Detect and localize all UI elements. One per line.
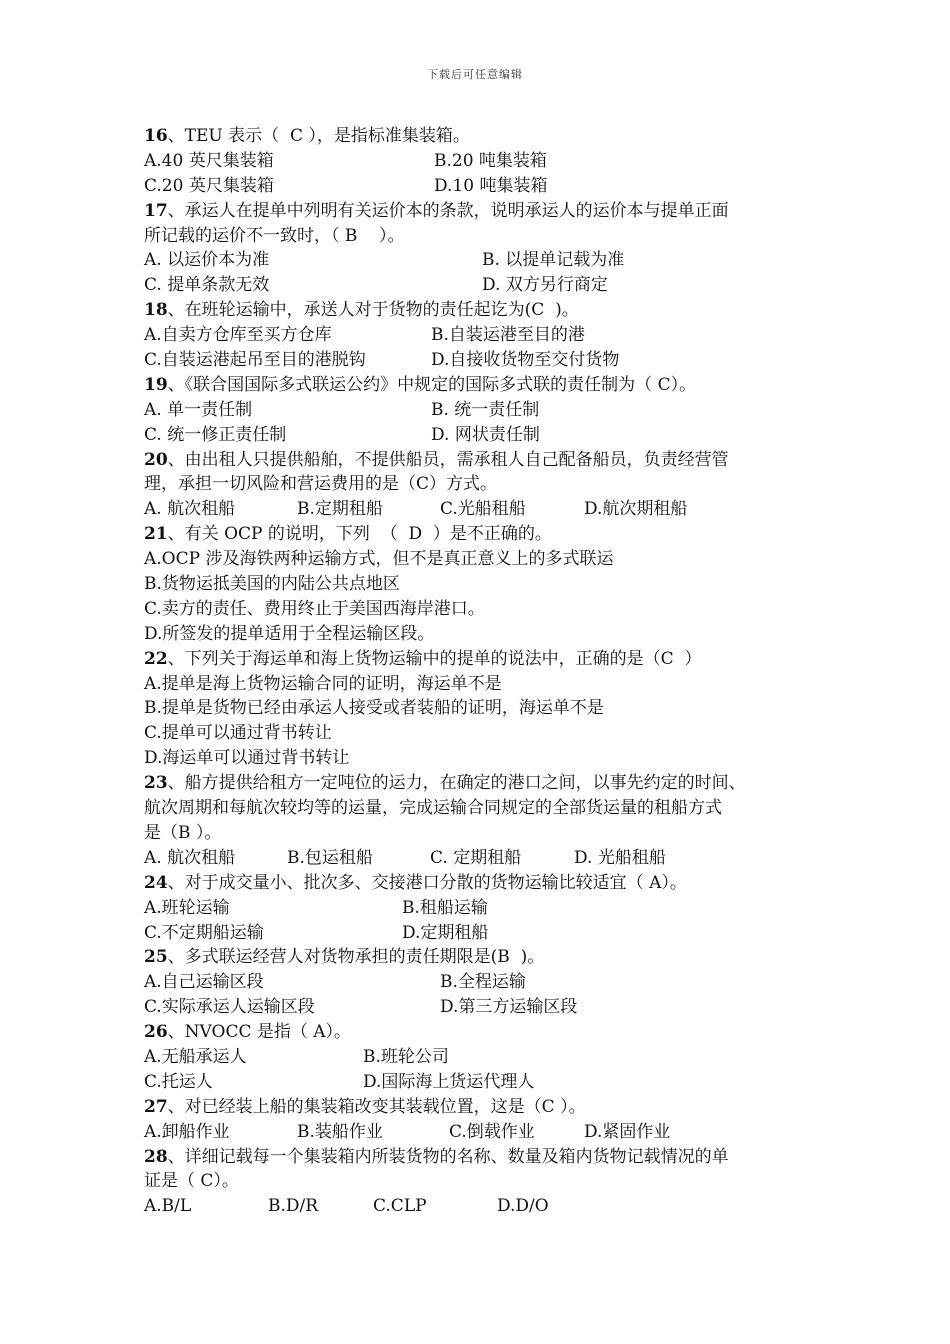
answer-option: C.自装运港起吊至目的港脱钩 — [144, 350, 366, 371]
page-header: 下载后可任意编辑 — [427, 68, 523, 81]
question-text: 、承运人在提单中列明有关运价本的条款，说明承运人的运价本与提单正面 — [167, 200, 729, 221]
question-text: 、多式联运经营人对货物承担的责任期限是(B )。 — [167, 947, 545, 968]
answer-option: B.定期租船 — [297, 499, 383, 520]
answer-option: B.装船作业 — [297, 1121, 383, 1142]
question-text: 、对已经装上船的集装箱改变其装载位置，这是（C ）。 — [167, 1096, 586, 1117]
option-row — [144, 970, 824, 995]
answer-option: B. 统一责任制 — [431, 399, 540, 420]
option-row — [144, 547, 824, 572]
answer-option: A.班轮运输 — [144, 897, 230, 918]
question-stem: 理，承担一切风险和营运费用的是（C）方式。 — [144, 474, 498, 495]
question-number: 16 — [144, 126, 168, 146]
answer-option: C.20 英尺集装箱 — [144, 175, 274, 196]
question-number: 25 — [144, 947, 168, 968]
answer-option: A.40 英尺集装箱 — [144, 150, 274, 171]
question-text: 、NVOCC 是指（ A）。 — [167, 1022, 352, 1043]
question-number: 21 — [144, 524, 168, 545]
question-number: 22 — [144, 648, 168, 669]
answer-option: D.自接收货物至交付货物 — [431, 350, 620, 371]
question-stem — [144, 199, 824, 224]
answer-option: A.提单是海上货物运输合同的证明，海运单不是 — [144, 673, 502, 694]
question-stem: 是（B ）。 — [144, 822, 222, 843]
question-stem — [144, 1095, 824, 1120]
answer-option: C.实际承运人运输区段 — [144, 997, 315, 1018]
answer-option: C.光船租船 — [440, 499, 526, 520]
question-stem — [144, 1020, 824, 1045]
question-number: 17 — [144, 200, 168, 221]
option-row — [144, 273, 824, 298]
question-stem — [144, 1145, 824, 1170]
question-number: 20 — [144, 449, 168, 470]
question-number: 28 — [144, 1146, 168, 1167]
answer-option: D.海运单可以通过背书转让 — [144, 748, 350, 769]
answer-option: B. 以提单记载为准 — [482, 250, 625, 271]
question-stem: 所记载的运价不一致时，（ B ）。 — [144, 225, 405, 246]
answer-option: B.D/R — [268, 1196, 319, 1217]
answer-option: C. 定期租船 — [430, 847, 522, 868]
answer-option: B.提单是货物已经由承运人接受或者装船的证明，海运单不是 — [144, 698, 604, 719]
answer-option: A.自己运输区段 — [144, 972, 264, 993]
question-number: 24 — [144, 872, 168, 893]
answer-option: D.定期租船 — [402, 922, 489, 943]
option-row — [144, 423, 824, 448]
answer-option: D.第三方运输区段 — [440, 997, 578, 1018]
answer-option: C.卖方的责任、费用终止于美国西海岸港口。 — [144, 598, 485, 619]
option-row — [144, 348, 824, 373]
question-number: 19 — [144, 374, 168, 395]
question-text: 、TEU 表示（ C ），是指标准集装箱。 — [167, 126, 470, 146]
answer-option: C.托运人 — [144, 1071, 213, 1092]
answer-option: C.提单可以通过背书转让 — [144, 723, 332, 744]
option-row — [144, 896, 824, 921]
question-list — [144, 124, 824, 1219]
question-stem — [144, 647, 824, 672]
question-text: 、下列关于海运单和海上货物运输中的提单的说法中，正确的是（C ） — [167, 648, 702, 669]
question-stem — [144, 871, 824, 896]
option-row — [144, 995, 824, 1020]
answer-option: C.不定期船运输 — [144, 922, 264, 943]
answer-option: C.倒载作业 — [449, 1121, 535, 1142]
option-row — [144, 746, 824, 771]
option-row — [144, 622, 824, 647]
option-row — [144, 1194, 824, 1219]
answer-option: D. 双方另行商定 — [482, 275, 608, 296]
answer-option: D.所签发的提单适用于全程运输区段。 — [144, 623, 435, 644]
question-stem — [144, 945, 824, 970]
option-row — [144, 597, 824, 622]
question-stem — [144, 448, 824, 473]
answer-option: B.货物运抵美国的内陆公共点地区 — [144, 574, 400, 595]
answer-option: B.自装运港至目的港 — [431, 325, 585, 346]
option-row — [144, 572, 824, 597]
option-row — [144, 323, 824, 348]
option-row — [144, 721, 824, 746]
question-text: 、在班轮运输中，承送人对于货物的责任起讫为(C )。 — [167, 300, 579, 321]
answer-option: D. 网状责任制 — [431, 424, 540, 445]
option-row — [144, 398, 824, 423]
question-stem — [144, 373, 824, 398]
answer-option: C.CLP — [373, 1196, 427, 1217]
answer-option: A.卸船作业 — [144, 1121, 230, 1142]
answer-option: B.20 吨集装箱 — [434, 150, 547, 171]
answer-option: D.航次期租船 — [584, 499, 688, 520]
answer-option: D.紧固作业 — [584, 1121, 671, 1142]
question-stem — [144, 298, 824, 323]
answer-option: A. 航次租船 — [144, 499, 236, 520]
option-row — [144, 696, 824, 721]
answer-option: B.全程运输 — [440, 972, 526, 993]
answer-option: A. 航次租船 — [144, 847, 236, 868]
question-stem — [144, 124, 824, 149]
question-stem: 证是（ C）。 — [144, 1171, 239, 1192]
option-row — [144, 248, 824, 273]
option-row — [144, 672, 824, 697]
question-number: 26 — [144, 1022, 168, 1043]
answer-option: B.包运租船 — [287, 847, 373, 868]
question-text: 、有关 OCP 的说明，下列 （ D ）是不正确的。 — [167, 524, 552, 545]
question-stem — [144, 771, 824, 796]
question-stem: 航次周期和每航次较均等的运量，完成运输合同规定的全部货运量的租船方式 — [144, 798, 722, 819]
answer-option: A. 以运价本为准 — [144, 250, 270, 271]
option-row — [144, 497, 824, 522]
answer-option: A.B/L — [144, 1196, 192, 1217]
answer-option: B.班轮公司 — [363, 1046, 449, 1067]
question-text: 、《联合国国际多式联运公约》中规定的国际多式联的责任制为（ C）。 — [167, 374, 697, 395]
question-text: 、船方提供给租方一定吨位的运力，在确定的港口之间，以事先约定的时间、 — [167, 773, 746, 794]
question-text: 、由出租人只提供船舶，不提供船员，需承租人自己配备船员，负责经营管 — [167, 449, 729, 470]
question-text: 、详细记载每一个集装箱内所装货物的名称、数量及箱内货物记载情况的单 — [167, 1146, 729, 1167]
answer-option: D. 光船租船 — [574, 847, 666, 868]
answer-option: A. 单一责任制 — [144, 399, 253, 420]
option-row — [144, 1120, 824, 1145]
question-number: 27 — [144, 1096, 168, 1117]
answer-option: A.无船承运人 — [144, 1046, 247, 1067]
option-row — [144, 921, 824, 946]
question-number: 23 — [144, 773, 168, 794]
answer-option: D.D/O — [497, 1196, 549, 1217]
answer-option: A.OCP 涉及海铁两种运输方式，但不是真正意义上的多式联运 — [144, 549, 614, 570]
answer-option: D.国际海上货运代理人 — [363, 1071, 535, 1092]
answer-option: D.10 吨集装箱 — [434, 175, 548, 196]
answer-option: B.租船运输 — [402, 897, 488, 918]
question-stem — [144, 522, 824, 547]
option-row — [144, 174, 824, 199]
question-text: 、对于成交量小、批次多、交接港口分散的货物运输比较适宜（ A）。 — [167, 872, 687, 893]
answer-option: C. 提单条款无效 — [144, 275, 270, 296]
answer-option: A.自卖方仓库至买方仓库 — [144, 325, 332, 346]
option-row — [144, 1045, 824, 1070]
option-row — [144, 846, 824, 871]
option-row — [144, 1070, 824, 1095]
answer-option: C. 统一修正责任制 — [144, 424, 287, 445]
question-number: 18 — [144, 300, 168, 321]
option-row — [144, 149, 824, 174]
